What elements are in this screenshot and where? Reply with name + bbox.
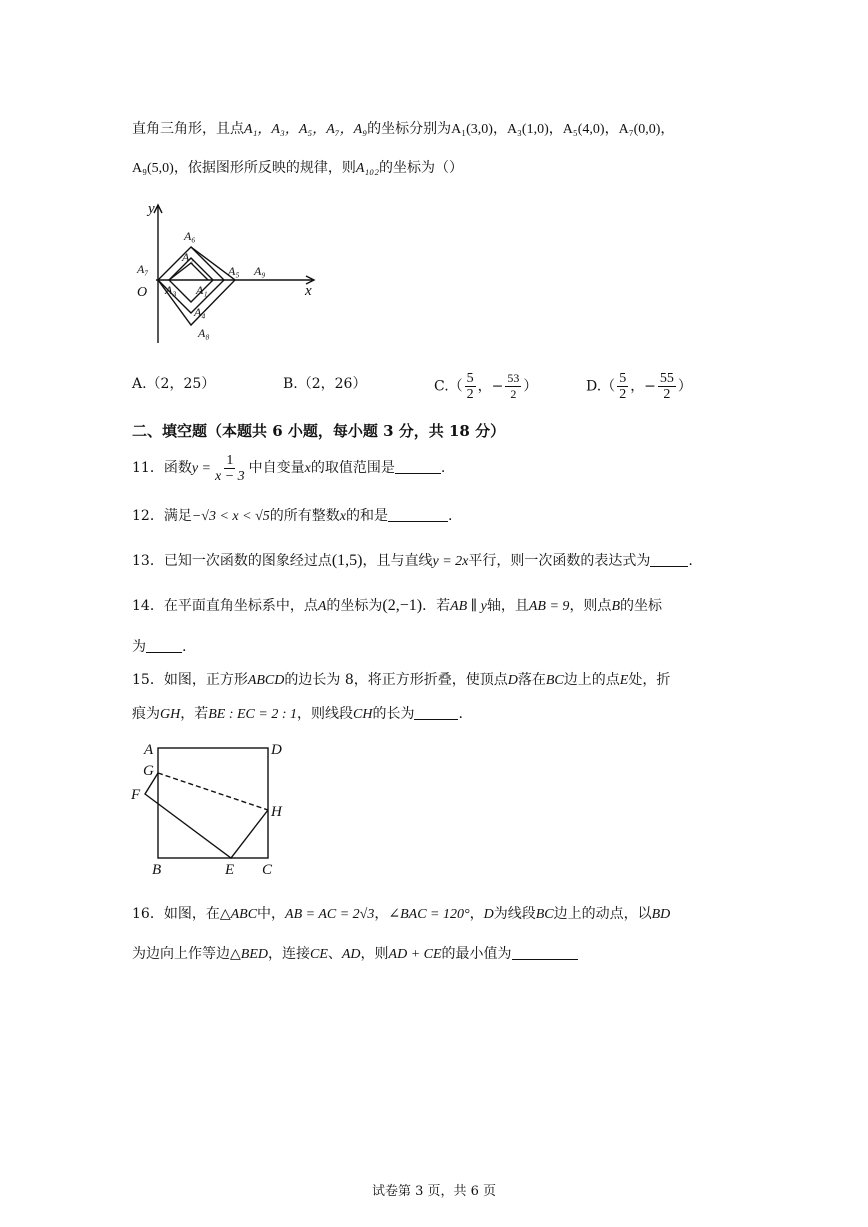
label-b: B — [152, 862, 162, 878]
answer-blank-12[interactable] — [388, 507, 448, 522]
label-a: A — [144, 742, 154, 758]
option-d[interactable]: D.（ $\frac{5}{2}$ ，− $\frac{55}{2}$ ） — [586, 371, 692, 402]
question-14-line1: 14．在平面直角坐标系中，点A的坐标为(2,−1)．若AB ∥ y轴，且AB = 9，则点B的坐标 — [132, 597, 662, 614]
label-a3: A₃ — [165, 283, 177, 297]
label-e: E — [225, 862, 235, 878]
answer-blank-13[interactable] — [650, 552, 688, 567]
label-a1: A₁ — [196, 283, 208, 297]
fold-line-gh — [158, 773, 268, 810]
q10-line1: 直角三角形，且点A₁，A₃，A₅，A₇，A₉的坐标分别为A₁(3,0)，A₃(1,0)，A₅(4,0)，A₇(0,0)， — [132, 121, 675, 137]
q10-figure — [128, 195, 328, 345]
option-a[interactable]: A.（2，25） — [132, 376, 216, 392]
answer-blank-11[interactable] — [395, 459, 441, 474]
answer-blank-15[interactable] — [414, 705, 458, 720]
coord-a5: A₅(4,0) — [562, 122, 605, 137]
q10-line2: A₉(5,0)，依据图形所反映的规律，则A₁₀₂的坐标为（） — [132, 160, 463, 176]
option-b[interactable]: B.（2，26） — [283, 376, 367, 392]
q11-fraction: $\frac{1}{x - 3}$ — [215, 452, 245, 484]
label-a5: A₅ — [228, 264, 240, 278]
q15-figure — [128, 738, 298, 880]
label-y: y — [148, 201, 155, 217]
label-g: G — [143, 763, 154, 779]
question-14-line2: 为 . — [132, 639, 187, 655]
answer-blank-14[interactable] — [146, 638, 182, 653]
section-2-heading: 二、填空题（本题共 6 小题，每小题 3 分，共 18 分） — [132, 422, 506, 440]
label-c: C — [262, 862, 273, 878]
label-a9: A₉ — [254, 264, 266, 278]
question-12: 12．满足−√3 < x < √5的所有整数x的和是 . — [132, 508, 453, 524]
label-f: F — [131, 787, 141, 803]
page-footer: 试卷第 3 页，共 6 页 — [371, 1184, 497, 1199]
label-a8: A₈ — [198, 326, 210, 340]
label-x: x — [305, 283, 312, 299]
question-15-line2: 痕为GH，若BE : EC = 2 : 1，则线段CH的长为 . — [132, 706, 463, 722]
label-a4: A₄ — [194, 305, 206, 319]
coord-a3: A₃(1,0) — [506, 122, 549, 137]
coord-a1: A₁(3,0) — [451, 122, 493, 137]
small-triangle — [169, 263, 208, 280]
folded-flap — [145, 773, 268, 858]
label-d: D — [271, 742, 282, 758]
label-a6: A₆ — [184, 229, 196, 243]
q10-point-list: A₁，A₃，A₅，A₇，A₉ — [244, 122, 368, 137]
question-13: 13．已知一次函数的图象经过点(1,5)，且与直线y = 2x平行，则一次函数的表达式为 . — [132, 552, 693, 569]
question-15-line1: 15．如图，正方形ABCD的边长为 8，将正方形折叠，使顶点D落在BC边上的点E处，折 — [132, 672, 671, 688]
q12-inequality: −√3 < x < √5 — [191, 509, 270, 524]
question-11: 11．函数y = $\frac{1}{x - 3}$ 中自变量x的取值范围是 . — [132, 452, 446, 484]
question-16-line1: 16．如图，在△ABC中，AB = AC = 2√3，∠BAC = 120°，D为线段BC边上的动点，以BD — [132, 906, 671, 922]
label-a7: A₇ — [137, 262, 149, 276]
answer-blank-16[interactable] — [512, 945, 578, 960]
question-16-line2: 为边向上作等边△BED，连接CE、AD，则AD + CE的最小值为 — [132, 943, 578, 966]
coord-a9: A₉(5,0) — [132, 161, 174, 176]
label-o: O — [137, 285, 148, 300]
label-a2: A₂ — [182, 250, 194, 264]
option-c[interactable]: C.（ $\frac{5}{2}$ ，− $\frac{53}{2}$ ） — [434, 371, 538, 402]
target-point: A₁₀₂ — [355, 161, 379, 176]
label-h: H — [271, 804, 282, 820]
coord-a7: A₇(0,0) — [618, 122, 661, 137]
square-abcd — [158, 748, 268, 858]
